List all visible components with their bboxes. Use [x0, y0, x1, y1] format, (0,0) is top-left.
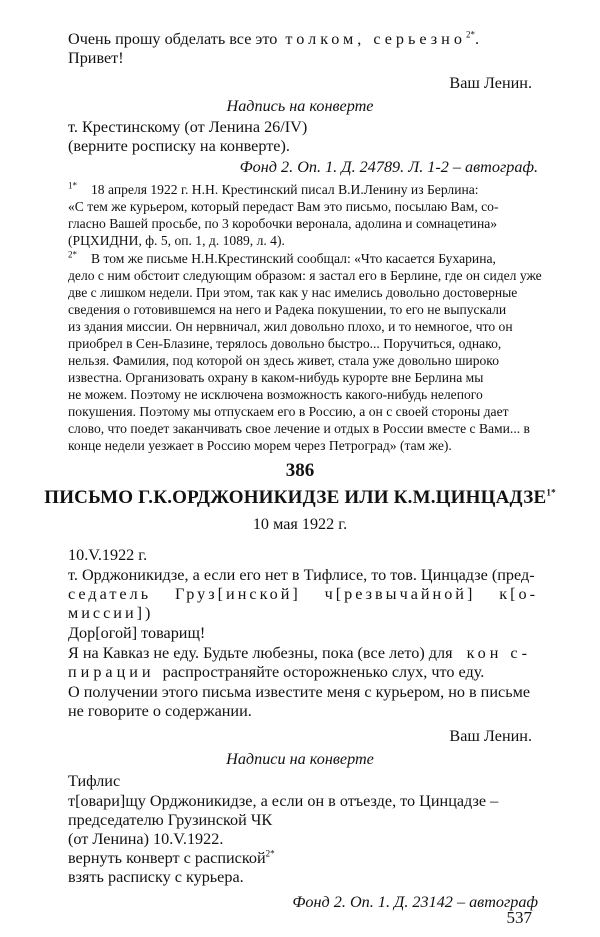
envelope-heading: Надпись на конверте [226, 97, 374, 115]
letter-body-3: О получении этого письма известите меня с курьером, но в письме [68, 683, 531, 701]
document-date: 10 мая 1922 г. [252, 515, 348, 533]
footnote-2-line-12: конце недели уезжает в Россию морем через Петроград» (там же). [68, 438, 452, 453]
footnote-2-line-5: из здания миссии. Он нервничал, жил довольно плохо, и то немногое, что он [68, 319, 513, 334]
footnote-2-line-1 [68, 250, 496, 268]
footnote-1-line-3: гласно Вашей просьбе, по 3 коробочки веронала, адолина и сомнацетина» [68, 216, 498, 231]
footnote-mark: 2* [68, 249, 77, 260]
footnote-1-line-2: «С тем же курьером, который передаст Вам это письмо, посылаю Вам, со- [68, 199, 499, 214]
envelope-heading: Надписи на конверте [226, 750, 374, 768]
footnote-2-line-9: не можем. Поэтому не исключена возможность какого-нибудь нелепого [68, 387, 483, 402]
letter-date: 10.V.1922 г. [68, 546, 148, 564]
envelope-line-3: председателю Грузинской ЧК [68, 811, 273, 829]
document-number: 386 [285, 460, 315, 481]
envelope-line-1: т. Крестинскому (от Ленина 26/IV) [68, 118, 308, 136]
letter-body-1 [68, 644, 531, 663]
footnote-text: 18 апреля 1922 г. Н.Н. Крестинский писал В.И.Ленину из Берлина: [91, 182, 479, 197]
letter-body-text: Я на Кавказ не еду. Будьте любезны, пока (все лето) для [68, 644, 453, 662]
footnote-ref: 2* [465, 29, 475, 40]
letter-greeting: Дор[огой] товарищ! [68, 624, 206, 642]
footnote-2-line-7: нельзя. Фамилия, под которой он здесь живет, стала уже довольно широко [68, 353, 500, 368]
letter-body-text: распространяйте осторожненько слух, что еду. [162, 663, 485, 681]
footnote-ref: 2* [265, 848, 275, 859]
footnote-2-line-4: сведения о готовившемся на него и Радека покушении, то его не выпускали [68, 302, 507, 317]
letter-spaced-text: пирации [68, 663, 155, 681]
signature: Ваш Ленин. [449, 727, 532, 745]
letter-spaced-text: кон с- [466, 644, 531, 662]
letter-body-2 [68, 663, 484, 682]
footnote-2-line-6: приобрел в Сен-Блазине, терялось довольно быстро... Поручиться, однако, [68, 336, 502, 351]
letter-address-1: т. Орджоникидзе, а если его нет в Тифлисе, то тов. Цинцадзе (пред- [68, 566, 535, 584]
footnote-1-line-4: (РЦХИДНИ, ф. 5, оп. 1, д. 1089, л. 4). [68, 233, 285, 248]
letter-body-4: не говорите о содержании. [68, 702, 252, 720]
envelope-line-2: (верните росписку на конверте). [68, 137, 290, 155]
footnote-ref: 1* [546, 487, 556, 498]
footnote-1-line-1 [68, 181, 479, 199]
archive-source: Фонд 2. Оп. 1. Д. 23142 – автограф [292, 893, 538, 911]
envelope-line-1: Тифлис [68, 772, 121, 790]
document-title-text: ПИСЬМО Г.К.ОРДЖОНИКИДЗЕ ИЛИ К.М.ЦИНЦАДЗЕ [44, 487, 547, 508]
letter-line-2: Привет! [68, 49, 124, 67]
footnote-2-line-3: две с лишком недели. При этом, так как у нас имелись довольно достоверные [68, 285, 518, 300]
signature: Ваш Ленин. [449, 74, 532, 92]
envelope-line-5 [68, 849, 275, 868]
footnote-text: В том же письме Н.Н.Крестинский сообщал: «Что касается Бухарина, [91, 251, 496, 266]
archive-source: Фонд 2. Оп. 1. Д. 24789. Л. 1-2 – автограф. [239, 158, 538, 176]
letter-address-2: седатель Груз[инской] ч[резвычайной] к[о- [68, 585, 538, 603]
page-number: 537 [506, 908, 532, 927]
envelope-text: вернуть конверт с распиской [68, 849, 266, 867]
footnote-2-line-10: покушения. Поэтому мы отпускаем его в Россию, а он с своей стороны дает [68, 404, 509, 419]
footnote-mark: 1* [68, 180, 77, 191]
envelope-line-2: т[овари]щу Орджоникидзе, а если он в отъезде, то Цинцадзе – [68, 792, 499, 810]
footnote-2-line-2: дело с ним обстоит следующим образом: я застал его в Берлине, где он сидел уже [68, 268, 542, 283]
document-title [0, 487, 600, 509]
footnote-2-line-8: известна. Организовать охрану в каком-нибудь курорте вне Берлина мы [68, 370, 484, 385]
envelope-line-4: (от Ленина) 10.V.1922. [68, 830, 224, 848]
envelope-line-6: взять расписку с курьера. [68, 868, 244, 886]
letter-address-3: миссии]) [68, 604, 154, 622]
letter-line-1 [68, 30, 479, 49]
letter-spaced-text: толком, серьезно [285, 30, 466, 48]
letter-text: Очень прошу обделать все это [68, 30, 278, 48]
footnote-2-line-11: слово, что поедет заканчивать свое лечение и отдых в России вместе с Вами... в [68, 421, 530, 436]
letter-period: . [474, 30, 479, 48]
